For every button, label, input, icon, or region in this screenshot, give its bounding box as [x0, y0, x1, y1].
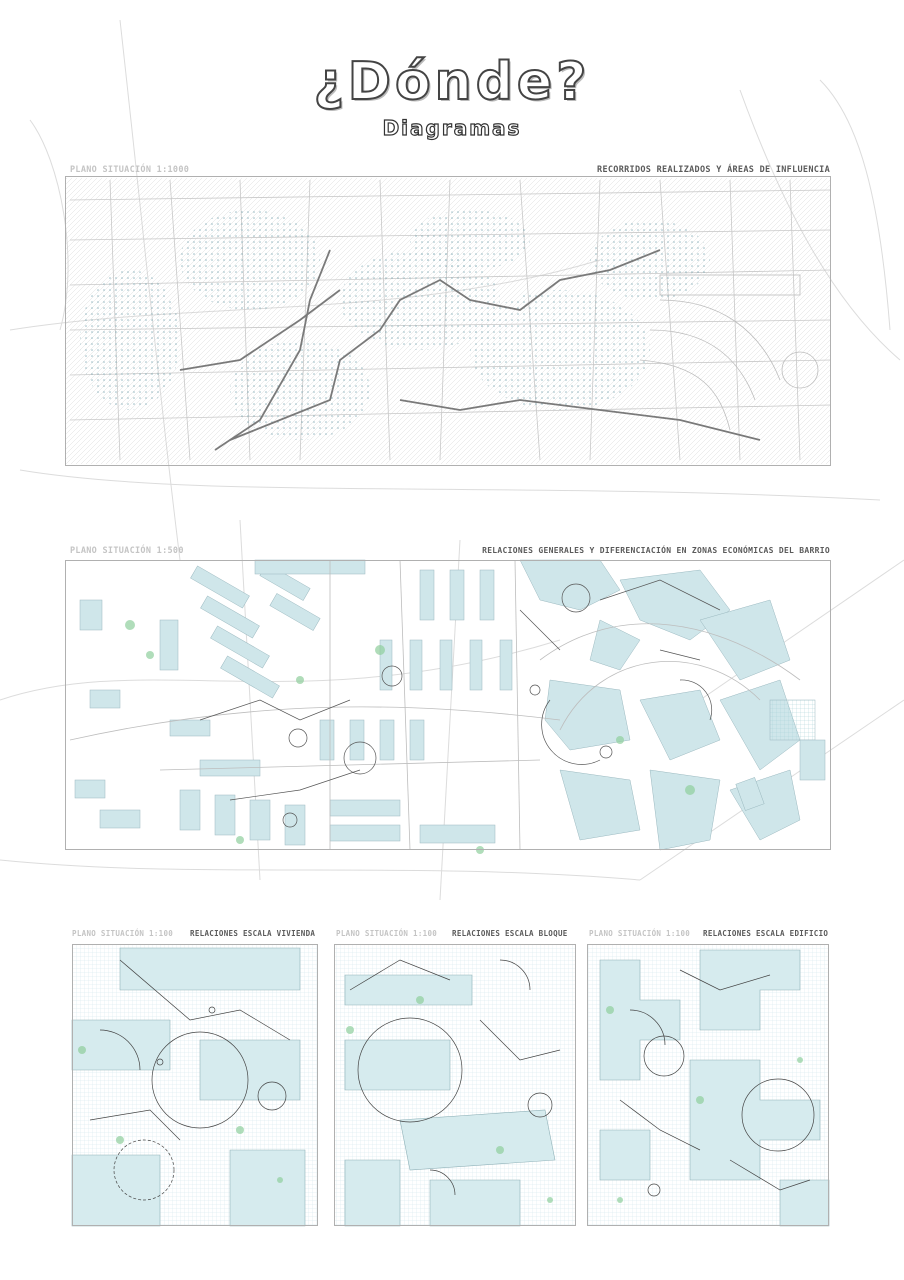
panel-bloque-scale-label: PLANO SITUACIÓN 1:100 — [336, 929, 438, 938]
panel-edificio-theme-label: RELACIONES ESCALA EDIFICIO — [703, 929, 829, 938]
top-map-frame — [65, 176, 831, 466]
panel-vivienda-theme-label: RELACIONES ESCALA VIVIENDA — [190, 929, 316, 938]
top-map-scale-label: PLANO SITUACIÓN 1:1000 — [70, 165, 190, 175]
panel-edificio-frame — [587, 944, 829, 1226]
page-subtitle: Diagramas — [382, 116, 522, 140]
panel-vivienda-scale-label: PLANO SITUACIÓN 1:100 — [72, 929, 174, 938]
middle-map-frame — [65, 560, 831, 850]
middle-map-scale-label: PLANO SITUACIÓN 1:500 — [70, 546, 184, 556]
panel-bloque-theme-label: RELACIONES ESCALA BLOQUE — [452, 929, 568, 938]
top-map-theme-label: RECORRIDOS REALIZADOS Y ÁREAS DE INFLUENCIA — [597, 165, 830, 175]
middle-map-theme-label: RELACIONES GENERALES Y DIFERENCIACIÓN EN ZONAS ECONÓMICAS DEL BARRIO — [482, 546, 830, 555]
panel-bloque-frame — [334, 944, 576, 1226]
panel-vivienda-frame — [72, 944, 318, 1226]
page-title: ¿Dónde? — [313, 52, 591, 112]
panel-edificio-scale-label: PLANO SITUACIÓN 1:100 — [589, 929, 691, 938]
